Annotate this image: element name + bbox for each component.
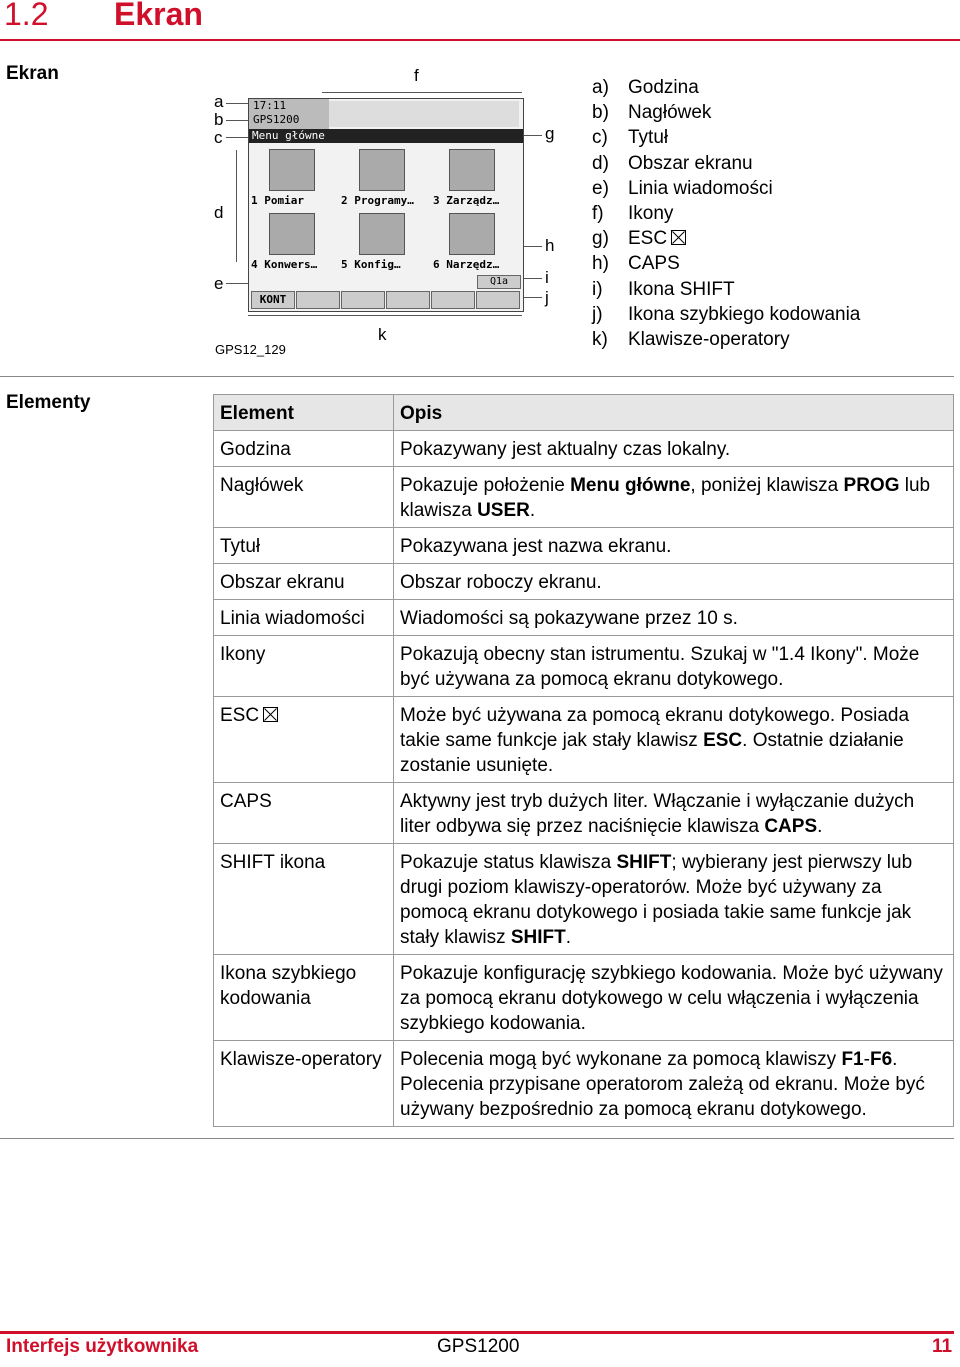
legend-text: Linia wiadomości [628,178,773,199]
element-cell: Ikona szybkiego kodowania [214,955,394,1041]
legend-key: e) [592,178,609,199]
legend-g [592,228,686,250]
caps-shift-indicator[interactable]: Q1a [477,275,521,289]
softkey-bar [249,289,523,311]
leader-c [226,137,248,138]
softkey-f1[interactable]: KONT [251,291,295,309]
screen-item-6[interactable]: 6 Narzędz… [433,258,500,271]
legend-key: k) [592,329,608,350]
screen-item-1[interactable]: 1 Pomiar [251,194,304,207]
elements-table [213,394,954,1127]
label-k: k [378,325,387,344]
opis-cell: Obszar roboczy ekranu. [394,564,954,600]
table-row [214,636,954,697]
opis-cell: Pokazywana jest nazwa ekranu. [394,528,954,564]
table-row [214,844,954,955]
opis-text: . Ostatnie działanie zostanie usunięte. [400,730,904,776]
label-c: c [214,128,223,147]
bracket-k [248,315,522,316]
element-cell: Nagłówek [214,467,394,528]
label-f: f [414,66,419,85]
legend-text: ESC [628,228,668,249]
legend-k [592,329,790,351]
opis-text: Pokazuje położenie [400,475,571,496]
section-divider-bottom [0,1138,954,1139]
col-element-header: Element [214,395,394,431]
label-g: g [545,124,555,143]
opis-bold: SHIFT [510,927,566,948]
table-row [214,955,954,1041]
opis-text: lub klawisza [400,475,931,521]
legend-key: j) [592,304,603,325]
element-cell: SHIFT ikona [214,844,394,955]
element-cell: Ikony [214,636,394,697]
opis-cell [394,783,954,844]
legend-key: f) [592,203,604,224]
legend-key: b) [592,102,609,123]
table-header-row [214,395,954,431]
figure-caption: GPS12_129 [215,342,286,357]
element-cell: Tytuł [214,528,394,564]
label-d: d [214,203,224,222]
legend-e [592,178,773,200]
header-rule [0,39,960,41]
legend-a [592,77,699,99]
label-b: b [214,110,224,129]
screen-header: GPS1200 [253,113,300,126]
element-cell: Klawisze-operatory [214,1041,394,1127]
opis-cell: Pokazuje konfigurację szybkiego kodowania. Może być używany za pomocą ekranu dotykowego w celu włączenia i wyłączenia szybkiego kodowania. [394,955,954,1041]
leader-b [226,120,248,121]
screen-title: Menu główne [249,129,524,143]
table-row [214,467,954,528]
table-row [214,528,954,564]
element-label: ESC [220,705,260,726]
footer-chapter: Interfejs użytkownika [6,1336,199,1357]
opis-text: Pokazuje status klawisza [400,852,617,873]
legend-j [592,304,860,326]
element-cell: Linia wiadomości [214,600,394,636]
table-row [214,783,954,844]
opis-bold: F6 [869,1049,893,1070]
measure-icon[interactable] [269,149,315,191]
opis-cell [394,844,954,955]
screen-item-5[interactable]: 5 Konfig… [341,258,401,271]
instrument-screen [248,98,524,312]
label-e: e [214,274,224,293]
screen-time: 17:11 [253,99,287,112]
opis-cell [394,697,954,783]
label-j: j [545,288,549,307]
opis-text: . [817,816,823,837]
opis-bold: USER [477,500,530,521]
section-title: Ekran [114,0,203,32]
manage-icon[interactable] [449,149,495,191]
opis-bold: ESC [703,730,743,751]
section-divider [0,376,954,377]
opis-text: . [565,927,572,948]
screen-header-area [249,99,329,129]
table-row [214,600,954,636]
screen-item-4[interactable]: 4 Konwers… [251,258,318,271]
element-cell [214,697,394,783]
opis-text: Może być używana za pomocą ekranu dotykowego. Posiada takie same funkcje jak stały klawisz [400,705,910,751]
legend-h [592,253,680,275]
legend-text: Nagłówek [628,102,712,123]
config-icon[interactable] [359,213,405,255]
esc-icon [671,230,686,245]
opis-bold: SHIFT [616,852,672,873]
footer-rule [0,1331,954,1334]
elementy-side-label: Elementy [6,392,91,413]
label-i: i [545,268,549,287]
legend-key: a) [592,77,609,98]
legend-f [592,203,673,225]
opis-text: Polecenia mogą być wykonane za pomocą klawiszy [400,1049,842,1070]
section-number: 1.2 [4,0,49,32]
legend-text: Ikona SHIFT [628,279,735,300]
opis-cell: Pokazują obecny stan istrumentu. Szukaj w "1.4 Ikony". Może być używana za pomocą ekranu dotykowego. [394,636,954,697]
legend-key: h) [592,253,609,274]
legend-text: Obszar ekranu [628,153,753,174]
screen-item-3[interactable]: 3 Zarządz… [433,194,500,207]
opis-cell [394,1041,954,1127]
legend-key: c) [592,127,608,148]
col-opis-header: Opis [394,395,954,431]
element-cell: CAPS [214,783,394,844]
table-row [214,431,954,467]
table-row [214,1041,954,1127]
opis-text: , poniżej klawisza [690,475,844,496]
legend-text: Klawisze-operatory [628,329,790,350]
table-row [214,697,954,783]
legend-text: Godzina [628,77,699,98]
opis-bold: CAPS [764,816,818,837]
element-cell: Obszar ekranu [214,564,394,600]
ekran-side-label: Ekran [6,63,59,84]
bracket-f [322,92,522,93]
tools-icon[interactable] [449,213,495,255]
table-row [214,564,954,600]
legend-text: CAPS [628,253,680,274]
opis-cell: Wiadomości są pokazywane przez 10 s. [394,600,954,636]
softkey-f4[interactable] [386,291,430,309]
opis-cell: Pokazywany jest aktualny czas lokalny. [394,431,954,467]
leader-e [226,283,248,284]
softkey-f3[interactable] [341,291,385,309]
legend-i [592,279,735,301]
legend-text: Tytuł [628,127,669,148]
legend-d [592,153,753,175]
opis-text: Aktywny jest tryb dużych liter. Włączanie i wyłączanie dużych liter odbywa się przez naciśnięcie klawisza [400,791,915,837]
opis-text: . Polecenia przypisane operatorom zależą od ekranu. Może być używany bezpośrednio za pomocą ekranu dotykowego. [400,1049,925,1120]
softkey-f5[interactable] [431,291,475,309]
legend-key: d) [592,153,609,174]
opis-cell [394,467,954,528]
legend-text: Ikony [628,203,674,224]
opis-text: ; wybierany jest pierwszy lub drugi poziom klawiszy-operatorów. Może być używany za pomocą ekranu dotykowego i posiada takie same funkcje jak stały klawisz [400,852,913,948]
screen-icons-bar[interactable] [329,101,519,127]
softkey-f2[interactable] [296,291,340,309]
opis-text: - [863,1049,870,1070]
softkey-f6[interactable] [476,291,520,309]
opis-bold: F1 [841,1049,864,1070]
legend-key: i) [592,279,603,300]
legend-b [592,102,711,124]
legend-text: Ikona szybkiego kodowania [628,304,861,325]
esc-icon [263,707,278,722]
bracket-d [236,150,237,262]
label-h: h [545,236,555,255]
legend-c [592,127,668,149]
leader-a [226,103,248,104]
opis-text: . [529,500,536,521]
convert-icon[interactable] [269,213,315,255]
screen-item-2[interactable]: 2 Programy… [341,194,414,207]
opis-bold: PROG [843,475,900,496]
element-cell: Godzina [214,431,394,467]
legend-key: g) [592,228,609,249]
page-number: 11 [932,1336,953,1357]
opis-bold: Menu główne [570,475,691,496]
footer-product: GPS1200 [437,1336,520,1357]
programs-icon[interactable] [359,149,405,191]
label-a: a [214,92,224,111]
